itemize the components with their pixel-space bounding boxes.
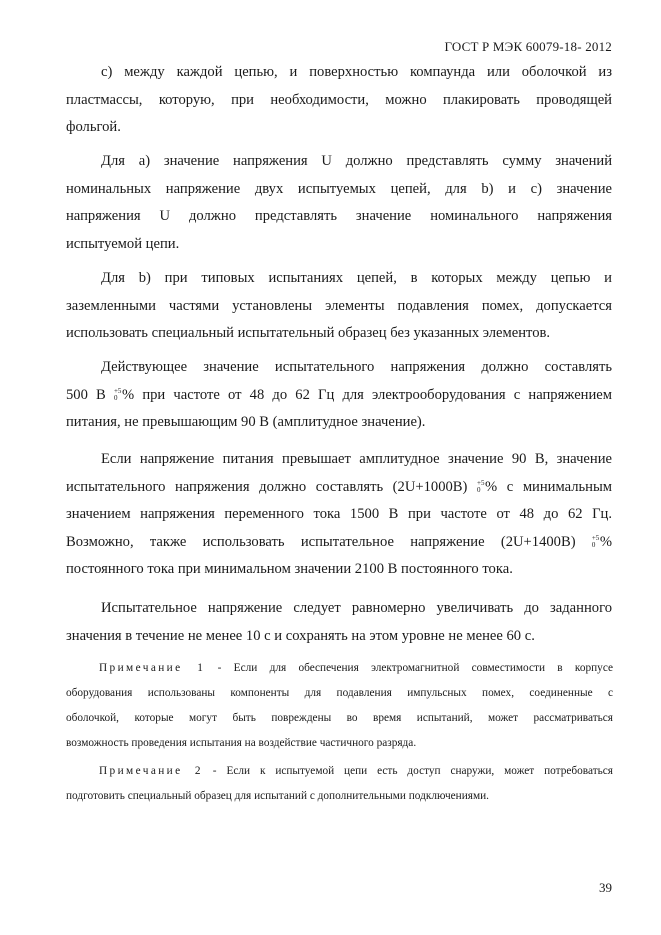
text-line: использовать специальный испытательный образец без указанных элементов. [66,325,551,341]
note-2 [66,759,613,809]
text-fragment: - Если для обеспечения электромагнитной совместимости в корпусе [217,662,613,674]
text-line: питания, не превышающим 90 В (амплитудное значение). [66,414,426,430]
tolerance-lower: 0 [113,394,118,403]
text-fragment: при частоте от 48 до 62 Гц для электрооборудования с напряжением [142,386,612,403]
tolerance-superscript [114,388,122,402]
text-line: Если напряжение питания превышает амплитудное значение 90 В, значение [101,451,612,467]
text-line: напряжения U должно представлять значение номинального напряжения [66,208,612,224]
document-header: ГОСТ Р МЭК 60079-18- 2012 [444,39,612,54]
paragraph-c [66,59,612,142]
text-line [66,656,613,681]
text-line: оболочкой, которые могут быть повреждены во время испытаний, может рассматриваться [66,712,613,724]
text-line: значения в течение не менее 10 с и сохранять на этом уровне не менее 60 с. [66,627,535,644]
tolerance-superscript [592,535,600,549]
text-line: подготовить специальный образец для испытаний с дополнительными подключениями. [66,790,489,802]
text-line: оборудования использованы компоненты для подавления импульсных помех, соединенные с [66,687,613,699]
tolerance-superscript [477,480,485,494]
text-line: Испытательное напряжение следует равномерно увеличивать до заданного [101,600,612,616]
paragraph-ramp [66,595,612,650]
note-label: Примечание 2 [99,765,203,777]
tolerance-unit: % [599,533,612,550]
text-line: испытуемой цепи. [66,235,180,252]
note-1 [66,656,613,756]
text-line: Действующее значение испытательного напряжения должно составлять [101,359,612,375]
tolerance-lower: 0 [477,486,481,495]
tolerance-upper: +5 [477,479,485,488]
text-line: пластмассы, которую, при необходимости, можно плакировать проводящей [66,91,612,108]
text-line: значением напряжения переменного тока 1500 В при частоте от 48 до 62 Гц. [66,506,612,522]
text-fragment: - Если к испытуемой цепи есть доступ снаружи, может потребоваться [212,765,614,777]
tolerance-lower: 0 [591,541,596,550]
tolerance-unit: % [485,478,498,495]
text-fragment: испытательного напряжения должно составлять (2U+1000В) [66,478,468,495]
tolerance-unit: % [121,386,135,403]
tolerance-upper: +5 [113,387,122,396]
text-fragment: Возможно, также использовать испытательное напряжение (2U+1400В) [66,533,576,550]
text-line: Для a) значение напряжения U должно представлять сумму значений [101,153,612,169]
text-line [66,382,612,410]
text-line: возможность проведения испытания на воздействие частичного разряда. [66,737,417,749]
tolerance-upper: +5 [591,534,600,543]
text-line [66,759,613,784]
text-line: заземленными частями установлены элементы подавления помех, допускается [66,297,612,314]
text-line: Для b) при типовых испытаниях цепей, в которых между цепью и [101,270,612,286]
voltage-value: 500 В [66,386,106,403]
text-line [66,529,612,557]
text-line: фольгой. [66,119,121,135]
text-line: c) между каждой цепью, и поверхностью компаунда или оболочкой из [101,64,612,80]
text-line: номинальных напряжение двух испытуемых цепей, для b) и c) значение [66,180,612,197]
paragraph-test-voltage [66,354,612,437]
page-number: 39 [599,880,612,895]
paragraph-voltage-u [66,148,612,258]
paragraph-over-90v [66,446,612,584]
text-line [66,474,612,502]
paragraph-interference [66,265,612,348]
note-label: Примечание 1 [99,662,206,674]
text-line: постоянного тока при минимальном значении 2100 В постоянного тока. [66,561,513,577]
text-fragment: с минимальным [506,478,613,495]
